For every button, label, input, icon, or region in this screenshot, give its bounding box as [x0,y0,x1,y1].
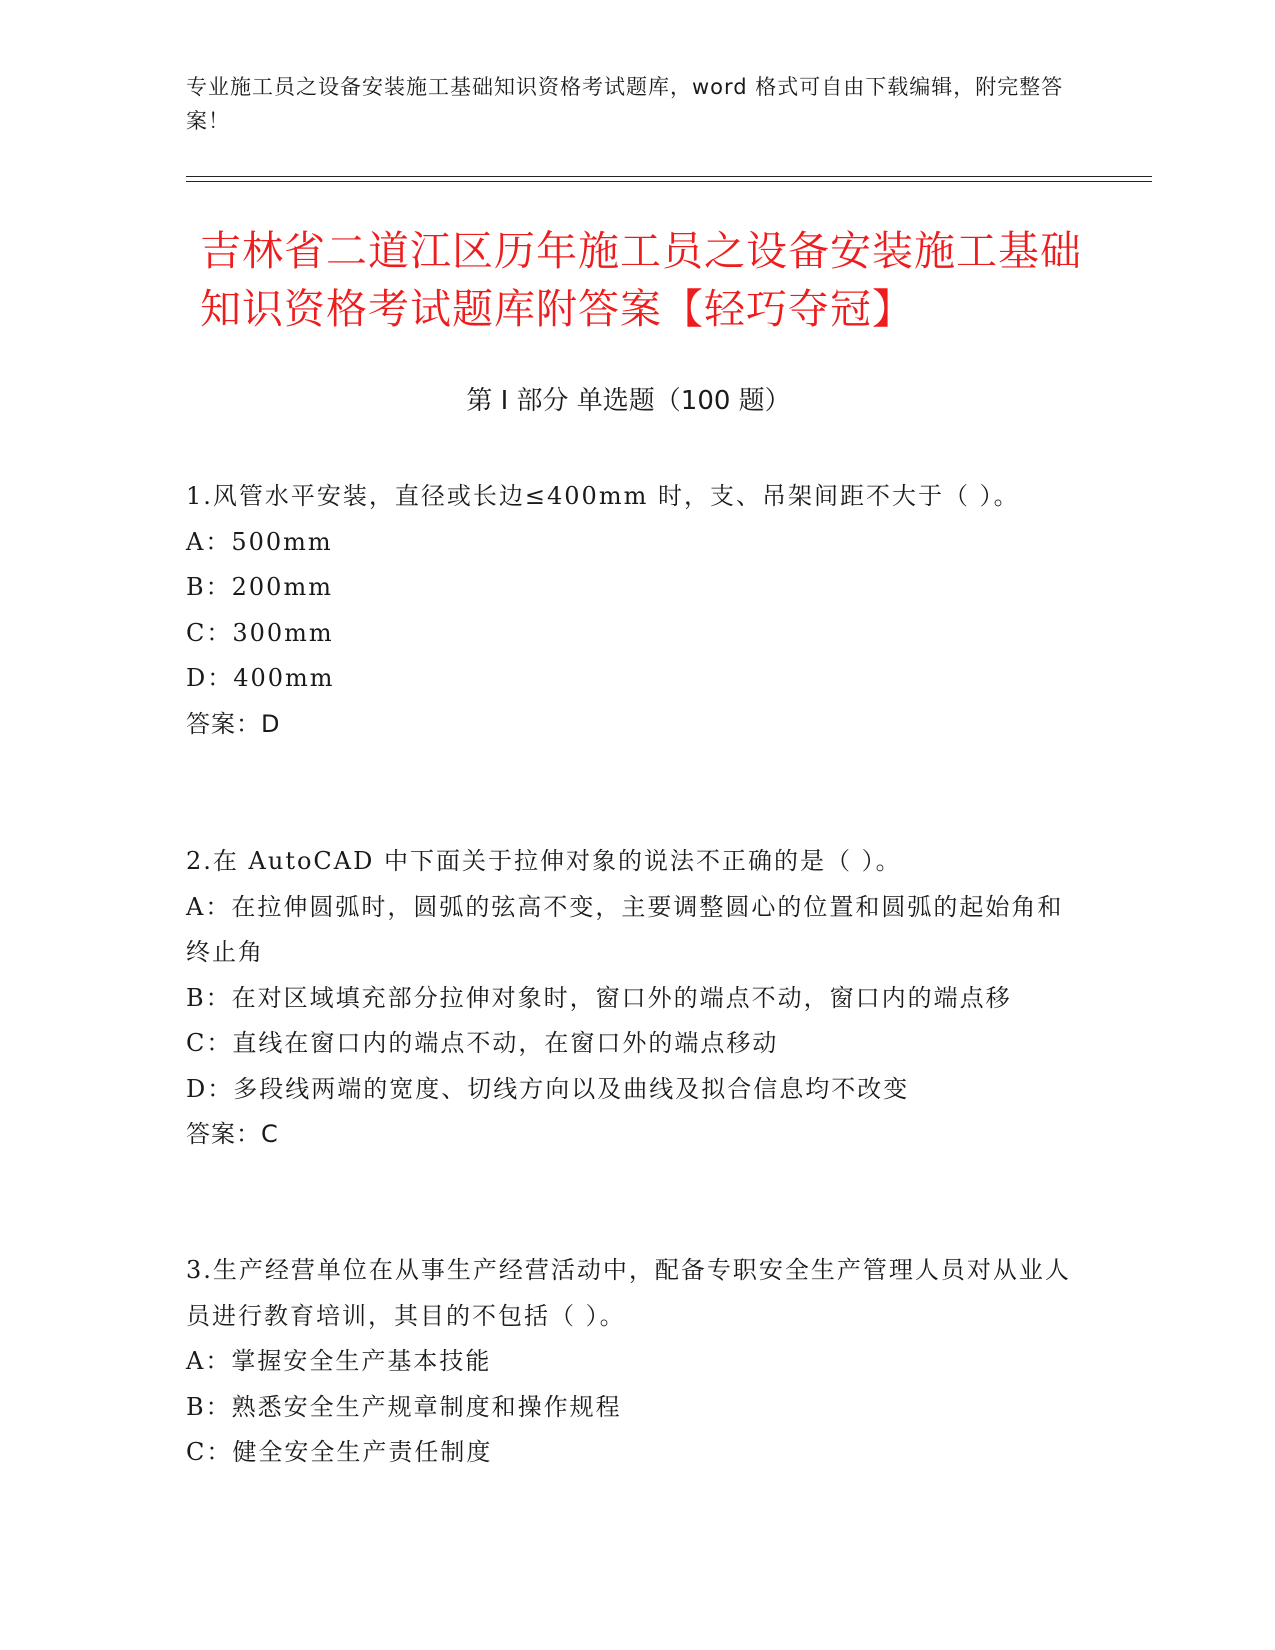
option-b: B：200mm [186,573,333,601]
question-2 [186,839,1076,1158]
answer: 答案：C [186,1120,279,1148]
option-a: A：500mm [186,527,333,556]
question-3 [186,1248,1076,1476]
document-page [186,0,1152,1650]
option-a: A：在拉伸圆弧时，圆弧的弦高不变，主要调整圆心的位置和圆弧的起始角和终止角 [186,892,1064,966]
question-1 [186,474,1076,747]
question-stem: 2.在 AutoCAD 中下面关于拉伸对象的说法不正确的是（ ）。 [186,847,902,875]
question-stem: 1.风管水平安装，直径或长边≤400mm 时，支、吊架间距不大于（ ）。 [186,482,1020,510]
option-c: C：直线在窗口内的端点不动，在窗口外的端点移动 [186,1029,779,1057]
answer: 答案：D [186,709,281,738]
section-heading: 第 I 部分 单选题（100 题） [466,386,791,416]
document-title: 吉林省二道江区历年施工员之设备安装施工基础知识资格考试题库附答案【轻巧夺冠】 [200,227,1082,333]
header-divider-top [186,176,1152,177]
option-d: D：400mm [186,664,335,692]
option-c: C：300mm [186,618,334,647]
option-b: B：在对区域填充部分拉伸对象时，窗口外的端点不动，窗口内的端点移 [186,983,1012,1012]
option-b: B：熟悉安全生产规章制度和操作规程 [186,1392,622,1421]
option-d: D：多段线两端的宽度、切线方向以及曲线及拟合信息均不改变 [186,1074,910,1103]
option-a: A：掌握安全生产基本技能 [186,1347,492,1375]
header-note: 专业施工员之设备安装施工基础知识资格考试题库，word 格式可自由下载编辑，附完整答案！ [186,75,1064,133]
header-divider-bottom [186,181,1152,182]
option-c: C：健全安全生产责任制度 [186,1438,493,1466]
question-stem: 3.生产经营单位在从事生产经营活动中，配备专职安全生产管理人员对从业人员进行教育培训，其目的不包括（ ）。 [186,1256,1071,1330]
